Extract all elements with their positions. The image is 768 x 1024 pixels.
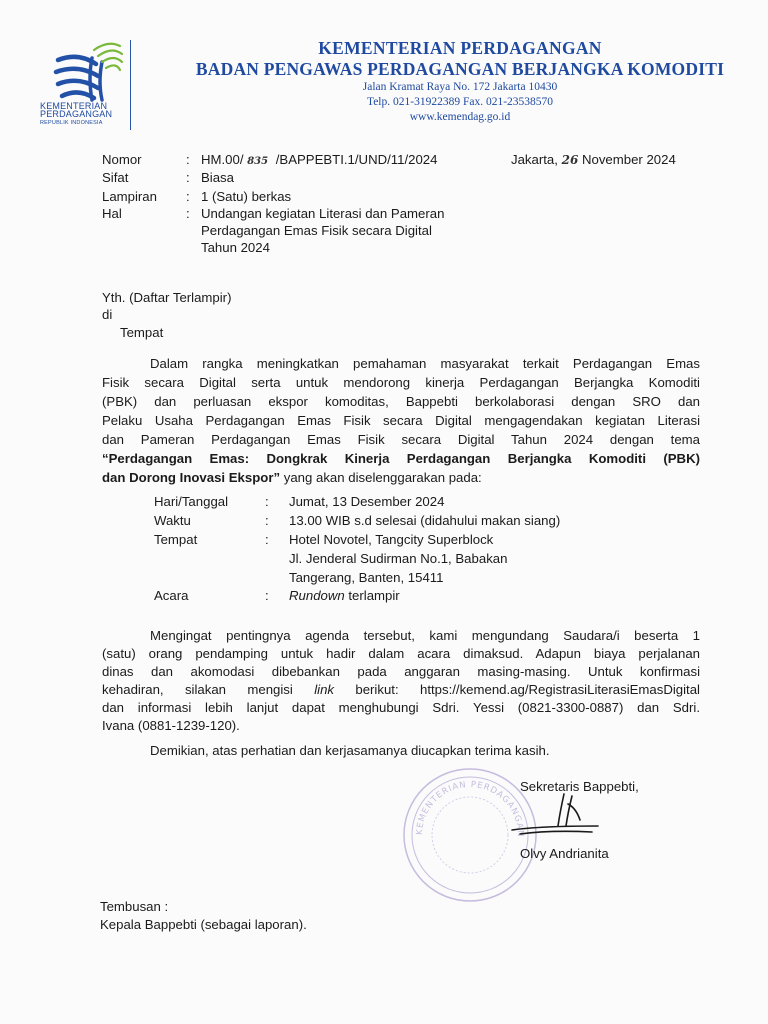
- sifat-label: Sifat: [102, 170, 129, 185]
- hari-label: Hari/Tanggal: [154, 494, 229, 509]
- lampiran-label: Lampiran: [102, 189, 157, 204]
- acara-rest: terlampir: [344, 588, 400, 603]
- sifat-value: Biasa: [201, 170, 234, 185]
- letterhead-divider: [130, 40, 131, 130]
- addressee-line: di: [102, 307, 113, 322]
- hari-value: Jumat, 13 Desember 2024: [289, 494, 445, 509]
- signatory-name: Olvy Andrianita: [520, 846, 609, 861]
- theme-line: “Perdagangan Emas: Dongkrak Kinerja Perdagangan Berjangka Komoditi (PBK): [102, 451, 700, 466]
- paragraph-line: dan informasi lebih lanjut dapat menghubungi Sdri. Yessi (0821-3300-0887) dan Sdri.: [102, 700, 700, 715]
- letter-date: [511, 151, 676, 169]
- paragraph-line: dan Pameran Perdagangan Emas Fisik secara Digital Tahun 2024 dengan tema: [102, 432, 700, 447]
- paragraph-line: Dalam rangka meningkatkan pemahaman masyarakat terkait Perdagangan Emas: [150, 356, 700, 371]
- nomor-label: Nomor: [102, 152, 142, 167]
- signatory-title: Sekretaris Bappebti,: [520, 779, 639, 794]
- paragraph-text: kehadiran, silakan mengisi: [102, 682, 315, 697]
- colon: :: [265, 532, 269, 547]
- addressee-line: Yth. (Daftar Terlampir): [102, 290, 232, 305]
- date-prefix: Jakarta,: [511, 152, 558, 167]
- paragraph-line: Fisik secara Digital serta untuk mendorong kinerja Perdagangan Berjangka Komoditi: [102, 375, 700, 390]
- paragraph-line: Pelaku Usaha Perdagangan Emas Fisik secara Digital mengagendakan kegiatan Literasi: [102, 413, 700, 428]
- paragraph-line: Mengingat pentingnya agenda tersebut, kami mengundang Saudara/i beserta 1: [150, 628, 700, 643]
- agency-name: BADAN PENGAWAS PERDAGANGAN BERJANGKA KOMODITI: [195, 59, 725, 79]
- agency-website: www.kemendag.go.id: [409, 111, 511, 123]
- logo-caption-line: PERDAGANGAN: [40, 109, 113, 119]
- colon: :: [265, 494, 269, 509]
- date-handwritten: 26: [561, 153, 579, 167]
- registration-link[interactable]: berikut: https://kemend.ag/RegistrasiLiterasiEmasDigital: [334, 682, 700, 697]
- svg-text:KEMENTERIAN PERDAGANGAN: [415, 780, 525, 838]
- handwritten-signature: [510, 790, 600, 838]
- agency-phone: Telp. 021-31922389 Fax. 021-23538570: [366, 96, 554, 108]
- theme-line-end: dan Dorong Inovasi Ekspor”: [102, 470, 281, 485]
- nomor-prefix: HM.00/: [201, 152, 244, 167]
- logo-caption-line: REPUBLIK INDONESIA: [40, 120, 103, 126]
- colon: :: [265, 588, 269, 603]
- paragraph-line-link: [102, 681, 700, 698]
- colon: :: [186, 206, 190, 221]
- colon: :: [186, 170, 190, 185]
- closing-sentence: Demikian, atas perhatian dan kerjasamanya diucapkan terima kasih.: [150, 743, 550, 758]
- nomor-suffix: /BAPPEBTI.1/UND/11/2024: [275, 152, 438, 167]
- waktu-value: 13.00 WIB s.d selesai (didahului makan siang): [289, 513, 561, 528]
- stamp-text: KEMENTERIAN PERDAGANGAN: [414, 779, 526, 838]
- waktu-label: Waktu: [154, 513, 191, 528]
- logo-caption: [40, 102, 140, 127]
- date-suffix: November 2024: [581, 152, 676, 167]
- tembusan-line: Kepala Bappebti (sebagai laporan).: [100, 917, 307, 932]
- nomor-value: [201, 151, 437, 170]
- colon: :: [186, 152, 190, 167]
- agency-address: Jalan Kramat Raya No. 172 Jakarta 10430: [362, 81, 558, 93]
- paragraph-tail: yang akan diselenggarakan pada:: [280, 470, 482, 485]
- logo-caption-line: KEMENTERIAN: [40, 101, 108, 111]
- paragraph-line: dinas dan akomodasi dibebankan pada anggaran masing-masing. Untuk konfirmasi: [102, 664, 700, 679]
- addressee-line: Tempat: [120, 325, 164, 340]
- acara-label: Acara: [154, 588, 189, 603]
- lampiran-value: 1 (Satu) berkas: [201, 189, 292, 204]
- hal-line: Undangan kegiatan Literasi dan Pameran: [201, 206, 445, 221]
- tempat-line: Jl. Jenderal Sudirman No.1, Babakan: [289, 551, 508, 566]
- acara-italic: Rundown: [289, 588, 345, 603]
- link-word: link: [314, 682, 334, 697]
- hal-line: Perdagangan Emas Fisik secara Digital: [201, 223, 432, 238]
- hal-line: Tahun 2024: [201, 240, 270, 255]
- tempat-line: Tangerang, Banten, 15411: [289, 570, 444, 585]
- colon: :: [265, 513, 269, 528]
- theme-tail-line: [102, 469, 482, 486]
- colon: :: [186, 189, 190, 204]
- paragraph-line: Ivana (0881-1239-120).: [102, 718, 240, 733]
- tembusan-label: Tembusan :: [100, 899, 169, 914]
- ministry-name: KEMENTERIAN PERDAGANGAN: [318, 38, 602, 58]
- hal-label: Hal: [102, 206, 122, 221]
- tempat-label: Tempat: [154, 532, 198, 547]
- tempat-line: Hotel Novotel, Tangcity Superblock: [289, 532, 494, 547]
- nomor-handwritten: 835: [247, 156, 269, 167]
- acara-value: [289, 587, 400, 604]
- paragraph-line: (satu) orang pendamping untuk hadir dalam acara dimaksud. Adapun biaya perjalanan: [102, 646, 700, 661]
- paragraph-line: (PBK) dan perluasan ekspor komoditas, Bappebti berkolaborasi dengan SRO dan: [102, 394, 700, 409]
